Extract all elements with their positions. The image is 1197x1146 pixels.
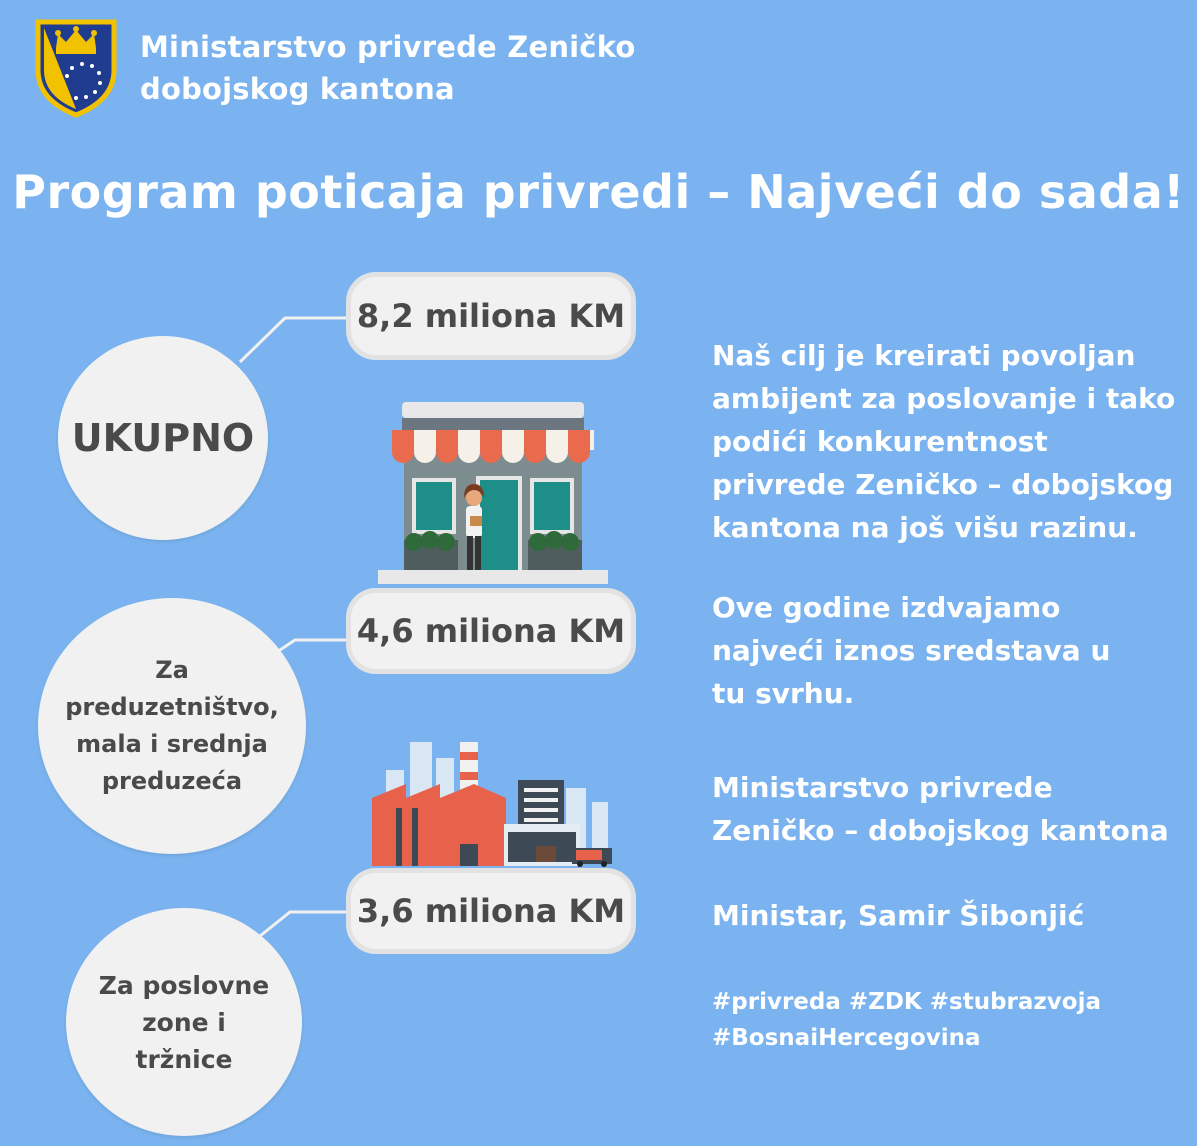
amount-label: 4,6 miliona KM: [356, 612, 626, 650]
hashtags: #privreda #ZDK #stubrazvoja #BosnaiHercegovina: [712, 989, 1102, 1051]
amount-poslovne-zone: [346, 868, 636, 954]
shop-storefront-icon: [378, 400, 608, 586]
circle-poslovne-zone: [66, 908, 302, 1136]
amount-label: 3,6 miliona KM: [356, 892, 626, 930]
funding-paragraph: Ove godine izdvajamo najveći iznos sredstava u tu svrhu.: [712, 591, 1111, 710]
ministry-title: Ministarstvo privrede Zeničko dobojskog kantona: [140, 30, 636, 106]
circle-label: Za preduzetništvo, mala i srednja preduzeća: [65, 656, 279, 795]
signature-minister: Ministar, Samir Šibonjić: [712, 899, 1085, 932]
circle-ukupno: [58, 336, 268, 540]
amount-ukupno: [346, 272, 636, 360]
amount-preduzetnistvo: [346, 588, 636, 674]
factory-industrial-zone-icon: [366, 738, 622, 868]
signature-organization: Ministarstvo privrede Zeničko – dobojskog kantona: [712, 771, 1169, 847]
circle-preduzetnistvo: [38, 598, 306, 854]
goal-paragraph: Naš cilj je kreirati povoljan ambijent za poslovanje i tako podići konkurentnost privrede Zeničko – dobojskog kantona na još višu razinu.: [712, 339, 1176, 544]
circle-label: Za poslovne zone i tržnice: [98, 970, 270, 1074]
amount-label: 8,2 miliona KM: [356, 297, 626, 335]
circle-label: UKUPNO: [71, 416, 255, 460]
page-title: Program poticaja privredi – Najveći do sada!: [12, 165, 1185, 219]
